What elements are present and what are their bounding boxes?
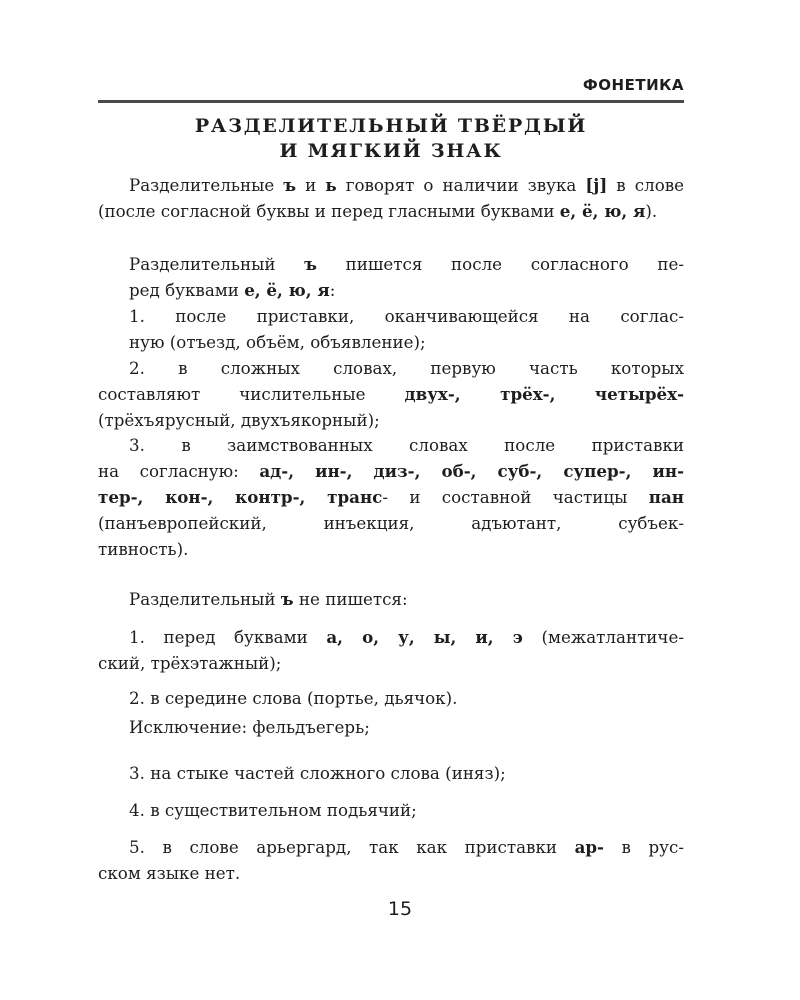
negative-item-4: 4. в существительном подьячий; xyxy=(129,800,417,820)
list-item-2: 2. в сложных словах, первую часть которых составляют числительные двух-, трёх-, четырёх- (трёхъярусный, двухъякорный); xyxy=(98,358,684,430)
negative-rule-paragraph: Разделительный ъ не пишется: xyxy=(129,589,408,609)
list-item-1: 1. после приставки, оканчивающейся на соглас- ную (отъезд, объём, объявление); xyxy=(129,306,684,352)
page-title xyxy=(98,114,684,164)
section-header: ФОНЕТИКА xyxy=(582,76,684,94)
exception-line: Исключение: фельдъегерь; xyxy=(129,717,370,737)
intro-paragraph: Разделительные ъ и ь говорят о наличии звука [j] в слове (после согласной буквы и перед гласными буквами е, ё, ю, я). xyxy=(98,175,685,221)
title-line-2: И МЯГКИЙ ЗНАК xyxy=(279,140,503,162)
negative-item-3: 3. на стыке частей сложного слова (иняз); xyxy=(129,763,506,783)
title-line-1: РАЗДЕЛИТЕЛЬНЫЙ ТВЁРДЫЙ xyxy=(194,115,588,137)
list-item-3: 3. в заимствованных словах после приставки на согласную: ад-, ин-, диз-, об-, суб-, супер-, ин- тер-, кон-, контр-, транс- и составной частицы пан (панъевропейский, инъекция, адъютант, субъек- тивность). xyxy=(98,435,685,559)
negative-item-2: 2. в середине слова (портье, дьячок). xyxy=(129,688,458,708)
negative-item-1: 1. перед буквами а, о, у, ы, и, э (межатлантиче- ский, трёхэтажный); xyxy=(98,627,684,673)
rule-paragraph: Разделительный ъ пишется после согласного пе- ред буквами е, ё, ю, я: xyxy=(129,254,685,300)
negative-item-5: 5. в слове арьергард, так как приставки ар- в рус- ском языке нет. xyxy=(98,837,684,883)
header-rule xyxy=(98,100,684,103)
page-number: 15 xyxy=(387,898,413,920)
